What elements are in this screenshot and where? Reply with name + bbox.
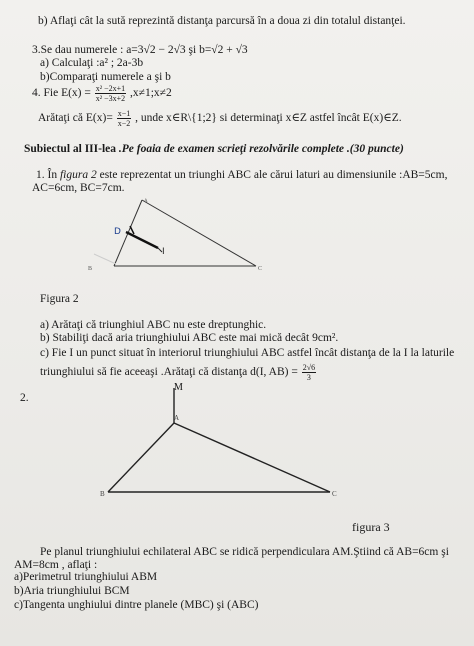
problem-1c-numerator: 2√6	[302, 363, 316, 372]
fig2-faint-line	[94, 254, 116, 264]
problem-4-prefix: 4. Fie E(x) =	[32, 87, 91, 100]
problem-3a: a) Calculaţi :a² ; 2a-3b	[40, 57, 144, 69]
fig3-label-c: C	[332, 490, 337, 498]
fig2-mark	[130, 226, 134, 234]
fig3-label-b: B	[100, 490, 105, 498]
problem-4-conditions: ,x≠1;x≠2	[130, 87, 172, 100]
problem-1c-denominator: 3	[306, 373, 311, 382]
problem-2-number: 2.	[20, 392, 29, 404]
problem-1a: a) Arătaţi că triunghiul ABC nu este dreptunghic.	[40, 319, 267, 331]
problem-2-statement: Pe planul triunghiului echilateral ABC se ridică perpendiculara AM.Ştiind că AB=6cm şi	[40, 546, 449, 558]
problem-1-number: 1. În	[36, 169, 60, 181]
problem-4-requirement	[38, 109, 402, 128]
problem-1-statement	[36, 168, 447, 182]
fig2-label-a: A	[144, 199, 148, 204]
fig2-side-ac	[142, 200, 256, 266]
fig2-height	[126, 232, 158, 248]
problem-3b: b)Comparaţi numerele a şi b	[40, 71, 171, 83]
problem-1b: b) Stabiliţi dacă aria triunghiului ABC este mai mică decât 9cm².	[40, 332, 339, 344]
problem-4-req-suffix: , unde x∈R\{1;2} si determinaţi x∈Z astfel încât E(x)∈Z.	[135, 112, 402, 125]
problem-1c-text: triunghiului să fie aceeaşi .Arătaţi că distanţa d(I, AB) =	[40, 366, 298, 379]
problem-1c: c) Fie I un punct situat în interiorul triunghiului ABC astfel încât distanţa de la I la laturile	[40, 347, 455, 359]
fig3-edge-mb	[108, 423, 174, 492]
problem-1-text: este reprezentat un triunghi ABC ale cărui laturi au dimensiunile :AB=5cm,	[96, 169, 448, 181]
problem-4-statement	[32, 84, 172, 103]
figure-2-diagram	[86, 190, 306, 290]
fig2-label-i: I	[162, 247, 165, 257]
fig3-edge-mc	[174, 423, 330, 492]
fig3-label-m: M	[174, 382, 183, 393]
problem-1-dimensions: AC=6cm, BC=7cm.	[32, 182, 125, 194]
fig2-label-d: D	[114, 227, 121, 237]
problem-2c: c)Tangenta unghiului dintre planele (MBC) şi (ABC)	[14, 599, 259, 611]
problem-4-denominator: x² −3x+2	[95, 94, 126, 103]
problem-4-req-prefix: Arătaţi că E(x)=	[38, 112, 113, 125]
figure-3-diagram	[96, 375, 348, 505]
section-3-instructions: .Pe foaia de examen scrieţi rezolvările complete .(30 puncte)	[118, 143, 404, 155]
section-3-title: Subiectul al III-lea	[24, 143, 119, 155]
problem-2b-line: b) Aflaţi cât la sută reprezintă distanţa parcursă în a doua zi din totalul distanţei.	[38, 15, 406, 27]
problem-4-req-denominator: x−2	[117, 119, 131, 128]
problem-4-fraction	[95, 84, 126, 103]
problem-4-req-fraction	[117, 109, 132, 128]
fig2-label-c: C	[258, 266, 263, 272]
problem-2b: b)Aria triunghiului BCM	[14, 585, 130, 597]
problem-2a: a)Perimetrul triunghiului ABM	[14, 571, 158, 583]
problem-1-figure-ref: figura 2	[59, 169, 97, 181]
problem-2-given: AM=8cm , aflaţi :	[14, 559, 98, 571]
fig3-label-a: A	[174, 414, 180, 422]
figure-2-caption: Figura 2	[40, 293, 79, 305]
problem-3-statement: 3.Se dau numerele : a=3√2 − 2√3 şi b=√2 + √3	[32, 44, 248, 56]
problem-4-numerator: x² −2x+1	[95, 84, 126, 93]
section-3-heading	[24, 142, 404, 156]
fig2-label-b: B	[88, 266, 93, 272]
problem-4-req-numerator: x−1	[117, 109, 131, 118]
figure-3-caption: figura 3	[352, 520, 390, 534]
